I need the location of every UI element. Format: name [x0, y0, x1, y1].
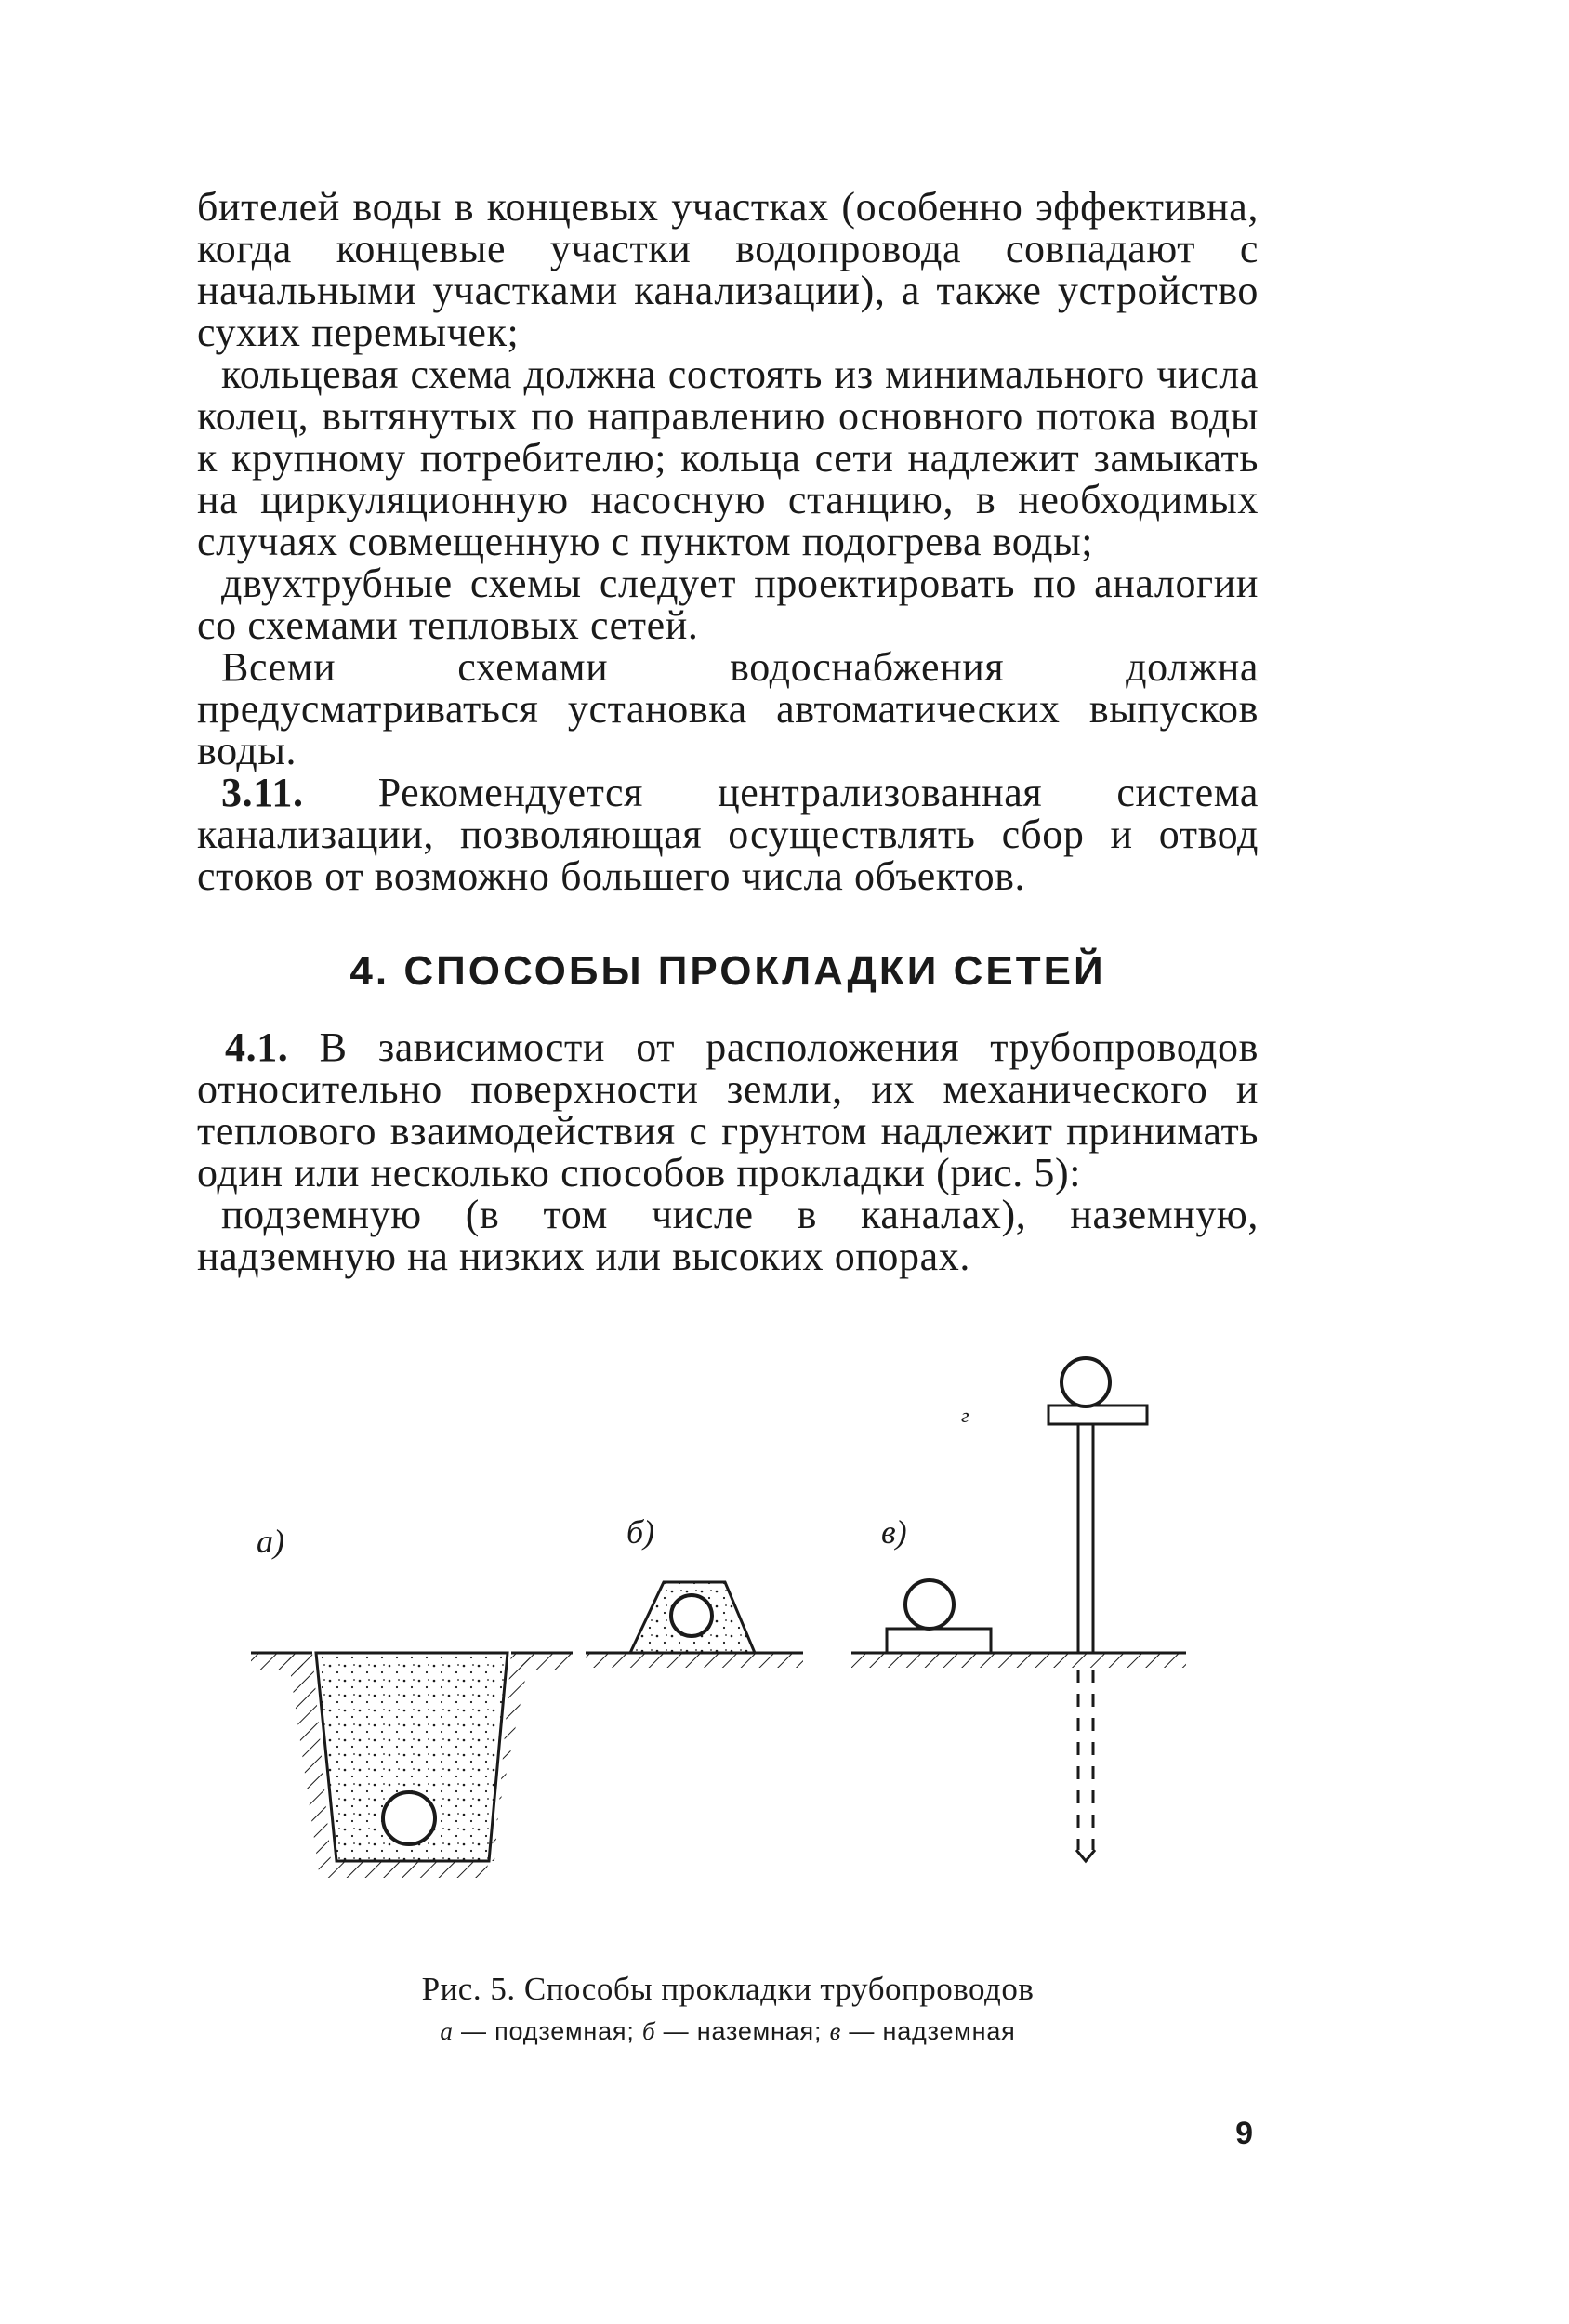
paragraph-ring-scheme: кольцевая схема должна состоять из минимального числа колец, вытянутых по направлению основного потока воды к крупному потребителю; кольца сети надлежит замыкать на циркуляционную насосную станцию, в необходимых случаях совмещенную с пунктом подогрева воды;: [197, 351, 1259, 564]
figure-drawing: [223, 1320, 1273, 1915]
above-ground-laying: [851, 1358, 1186, 1861]
high-support-column: [1078, 1424, 1093, 1653]
underground-trench: [251, 1653, 573, 1878]
high-support-crossbar: [1048, 1406, 1147, 1424]
clause-text: Рекомендуется централизованная система канализации, позволяющая осуществлять сбор и отвод стоков от возможно большего числа объектов.: [197, 770, 1259, 899]
body-text-top: [197, 186, 1259, 897]
paragraph-continuation: бителей воды в концевых участках (особенно эффективна, когда концевые участки водопровода совпадают с начальными участками канализации), а также устройство сухих перемычек;: [197, 184, 1259, 355]
clause-number: 3.11.: [221, 770, 304, 815]
body-text-section-4: [197, 1026, 1259, 1277]
paragraph-auto-release: Всеми схемами водоснабжения должна предусматриваться установка автоматических выпусков воды.: [197, 644, 1259, 773]
caption-letter-b: б: [641, 2017, 656, 2045]
page-number: 9: [1235, 2116, 1253, 2151]
pile-tip: [1076, 1850, 1095, 1861]
caption-letter-v: в: [829, 2017, 842, 2045]
label-v: в): [881, 1513, 907, 1551]
clause-4-1: [197, 1026, 1259, 1194]
clause-4-1-continuation: подземную (в том числе в каналах), наземную, надземную на низких или высоких опорах.: [197, 1192, 1259, 1279]
label-b: б): [626, 1513, 655, 1551]
paragraph-two-pipe: двухтрубные схемы следует проектировать по аналогии со схемами тепловых сетей.: [197, 561, 1259, 648]
label-g: г: [961, 1404, 969, 1427]
figure-caption-legend: [197, 2017, 1259, 2046]
caption-a: — подземная;: [453, 2017, 642, 2045]
clause-text: В зависимости от расположения трубопроводов относительно поверхности земли, их механического и теплового взаимодействия с грунтом надлежит принимать один или несколько способов прокладки (рис. 5):: [197, 1024, 1259, 1195]
label-a: а): [257, 1523, 284, 1560]
figure-caption-title: Рис. 5. Способы прокладки трубопроводов: [421, 1971, 1035, 2007]
pipe-low-support: [905, 1580, 954, 1629]
pipe-surface: [671, 1595, 712, 1636]
pipe-high-support: [1061, 1358, 1110, 1406]
caption-b: — наземная;: [655, 2017, 830, 2045]
clause-3-11: [197, 772, 1259, 897]
clause-number: 4.1.: [225, 1024, 289, 1070]
surface-laying: [586, 1582, 803, 1668]
low-support: [887, 1629, 991, 1653]
pipe-underground: [383, 1792, 435, 1844]
section-heading: 4. СПОСОБЫ ПРОКЛАДКИ СЕТЕЙ: [349, 948, 1106, 994]
ground-hatch: [586, 1653, 803, 1668]
caption-v: — надземная: [841, 2017, 1016, 2045]
figure-5-pipeline-laying: [223, 1320, 1273, 1915]
ground-hatch: [851, 1653, 1186, 1668]
caption-letter-a: а: [440, 2017, 454, 2045]
